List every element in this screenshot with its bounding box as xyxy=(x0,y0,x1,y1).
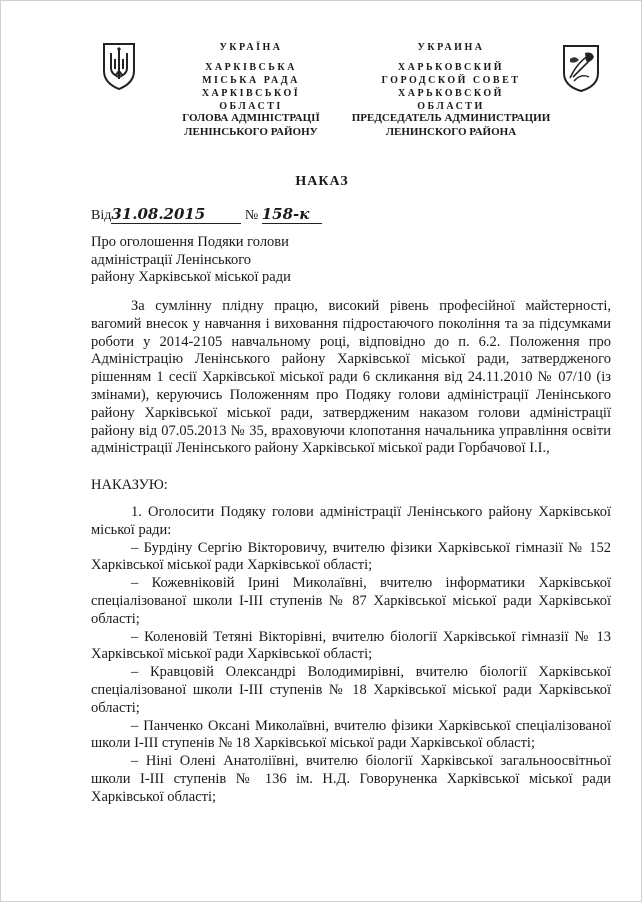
item-1-intro: 1. Оголосити Подяку голови адміністрації Ленінського району Харківської міської ради: xyxy=(91,504,611,538)
header-left-head-line-1: ГОЛОВА АДМІНІСТРАЦІЇ xyxy=(182,112,320,124)
date-number-line xyxy=(91,205,322,224)
document-title: НАКАЗ xyxy=(295,174,349,189)
recipient-item: – Кожевніковій Ірині Миколаївні, вчителю інформатики Харківської спеціалізованої школи І-ІІІ ступенів № 87 Харківської міської ради Харківської області; xyxy=(91,575,611,627)
subject-block xyxy=(91,234,391,287)
header-right-org-line-1: ХАРЬКОВСКИЙ xyxy=(397,62,505,73)
header-right-head-line-2: ЛЕНИНСКОГО РАЙОНА xyxy=(385,126,517,138)
preamble-paragraph-block xyxy=(91,298,611,458)
header-left-country: УКРАЇНА xyxy=(219,42,283,53)
number-label: № xyxy=(244,208,259,223)
subject-line: району Харківської міської ради xyxy=(91,269,291,285)
preamble-paragraph: За сумлінну плідну працю, високий рівень професійної майстерності, вагомий внесок у навчання і виховання підростаючого покоління та за підсумками роботи у 2014-2105 навчальному році, відповідно до п. 6.2. Положення про Адміністрацію Ленінського району Харківської міської ради, затвердженого рішенням 1 сесії Харківської міської ради 6 скликання від 24.11.2010 № 07/10 (із змінами), керуючись Положенням про Подяку голови адміністрації Ленінського району Харківської міської ради, затвердженим наказом голови адміністрації району від 07.05.2013 № 35, враховуючи клопотання начальника управління освіти адміністрації Ленінського району Харківської міської ради Горбачової І.І., xyxy=(91,298,611,457)
header-left-org-line-3: ХАРКІВСЬКОЇ ОБЛАСТІ xyxy=(201,88,301,112)
header-left-head-line-2: ЛЕНІНСЬКОГО РАЙОНУ xyxy=(184,126,318,138)
subject-line: адміністрації Ленінського xyxy=(91,251,252,268)
subject-line: Про оголошення Подяки голови xyxy=(91,234,289,250)
kharkiv-coat-of-arms-icon xyxy=(561,43,601,93)
order-word: НАКАЗУЮ: xyxy=(91,477,168,493)
header-right-org-line-3: ХАРЬКОВСКОЙ ОБЛАСТИ xyxy=(398,88,504,112)
header-left-org-line-1: ХАРКІВСЬКА xyxy=(205,62,297,73)
header-right-org-line-2: ГОРОДСКОЙ СОВЕТ xyxy=(381,75,521,86)
handwritten-date: 31.08.2015 xyxy=(111,205,241,224)
header-right-head-line-1: ПРЕДСЕДАТЕЛЬ АДМИНИСТРАЦИИ xyxy=(351,112,551,124)
header-left-org-line-2: МІСЬКА РАДА xyxy=(202,75,300,86)
recipient-item: – Коленовій Тетяні Вікторівні, вчителю біології Харківської гімназії № 13 Харківської міської ради Харківської області; xyxy=(91,628,611,663)
recipient-item: – Бурдіну Сергію Вікторовичу, вчителю фізики Харківської гімназії № 152 Харківської міської ради Харківської області; xyxy=(91,539,611,574)
recipient-item: – Ніні Олені Анатоліївні, вчителю біології Харківської загальноосвітньої школи І-ІІІ ступенів № 136 ім. Н.Д. Говоруненка Харківської міської ради Харківської області; xyxy=(91,753,611,805)
date-from-label: Від xyxy=(91,208,112,223)
ukraine-coat-of-arms-icon xyxy=(101,41,137,91)
recipient-item: – Кравцовій Олександрі Володимирівні, вчителю біології Харківської спеціалізованої школи І-ІІІ ступенів № 18 Харківської міської ради Харківської області; xyxy=(91,664,611,716)
recipient-item: – Панченко Оксані Миколаївні, вчителю фізики Харківської спеціалізованої школи І-ІІІ ступенів № 18 Харківської міської ради Харківської області; xyxy=(91,717,611,752)
handwritten-order-number: 158-к xyxy=(262,205,322,224)
header-right-country: УКРАИНА xyxy=(417,42,485,53)
order-items xyxy=(91,504,611,807)
